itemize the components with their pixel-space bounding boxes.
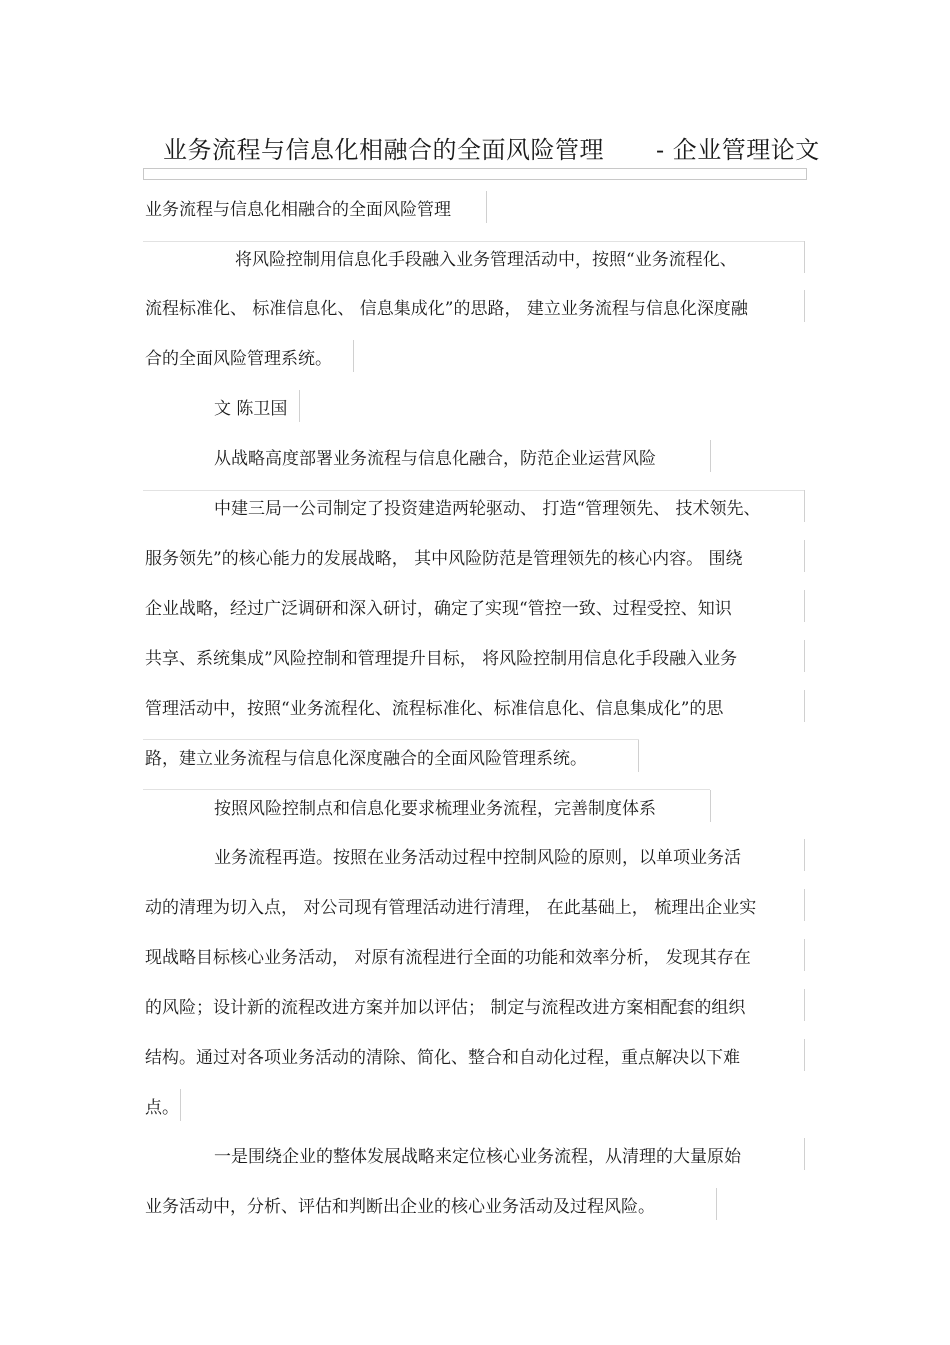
- subtitle: 业务流程与信息化相融合的全面风险管理: [145, 200, 451, 220]
- paragraph-line: 现战略目标核心业务活动， 对原有流程进行全面的功能和效率分析， 发现其存在: [145, 948, 751, 968]
- document-title: [163, 130, 820, 165]
- text-frame-edge: [804, 241, 805, 273]
- paragraph-line: 企业战略，经过广泛调研和深入研讨，确定了实现“管控一致、过程受控、知识: [145, 599, 732, 619]
- author: 文 陈卫国: [214, 399, 288, 419]
- paragraph-line: 点。: [145, 1098, 179, 1118]
- text-frame-edge: [710, 790, 711, 822]
- paragraph-line: 服务领先”的核心能力的发展战略， 其中风险防范是管理领先的核心内容。 围绕: [145, 549, 743, 569]
- paragraph-line: 路，建立业务流程与信息化深度融合的全面风险管理系统。: [145, 749, 587, 769]
- text-frame-edge: [143, 490, 805, 491]
- text-frame-edge: [143, 739, 639, 740]
- text-frame-edge: [804, 1039, 805, 1071]
- text-frame-edge: [638, 740, 639, 772]
- text-frame-edge: [804, 290, 805, 322]
- text-frame-edge: [486, 191, 487, 223]
- text-frame-edge: [180, 1089, 181, 1121]
- paragraph-line: 动的清理为切入点， 对公司现有管理活动进行清理， 在此基础上， 梳理出企业实: [145, 898, 757, 918]
- text-frame-edge: [804, 989, 805, 1021]
- text-frame-edge: [804, 1138, 805, 1170]
- text-frame-edge: [804, 590, 805, 622]
- paragraph-line: 中建三局一公司制定了投资建造两轮驱动、 打造“管理领先、 技术领先、: [214, 499, 761, 519]
- paragraph-line: 管理活动中，按照“业务流程化、流程标准化、标准信息化、信息集成化”的思: [145, 699, 724, 719]
- abstract-line: 合的全面风险管理系统。: [145, 349, 332, 369]
- section-heading: 按照风险控制点和信息化要求梳理业务流程，完善制度体系: [214, 799, 656, 819]
- section-heading: 从战略高度部署业务流程与信息化融合，防范企业运营风险: [214, 449, 656, 469]
- paragraph-line: 共享、系统集成”风险控制和管理提升目标， 将风险控制用信息化手段融入业务: [145, 649, 738, 669]
- paragraph-line: 结构。通过对各项业务活动的清除、简化、整合和自动化过程，重点解决以下难: [145, 1048, 740, 1068]
- text-frame-edge: [716, 1188, 717, 1220]
- text-frame-edge: [804, 690, 805, 722]
- text-frame-edge: [804, 540, 805, 572]
- text-frame-edge: [804, 490, 805, 522]
- title-underline: [143, 168, 807, 180]
- paragraph-line: 业务活动中，分析、评估和判断出企业的核心业务活动及过程风险。: [145, 1197, 655, 1217]
- abstract-line: 将风险控制用信息化手段融入业务管理活动中，按照“业务流程化、: [235, 250, 737, 270]
- text-frame-edge: [804, 839, 805, 871]
- text-frame-edge: [804, 640, 805, 672]
- text-frame-edge: [143, 789, 710, 790]
- title-suffix: - 企业管理论文: [656, 136, 820, 164]
- text-frame-edge: [710, 440, 711, 472]
- paragraph-line: 的风险；设计新的流程改进方案并加以评估； 制定与流程改进方案相配套的组织: [145, 998, 746, 1018]
- text-frame-edge: [804, 939, 805, 971]
- text-frame-edge: [804, 889, 805, 921]
- title-main: 业务流程与信息化相融合的全面风险管理: [163, 136, 604, 164]
- text-frame-edge: [299, 390, 300, 422]
- paragraph-line: 业务流程再造。按照在业务活动过程中控制风险的原则，以单项业务活: [214, 848, 741, 868]
- text-frame-edge: [143, 241, 805, 242]
- text-frame-edge: [353, 340, 354, 372]
- paragraph-line: 一是围绕企业的整体发展战略来定位核心业务流程，从清理的大量原始: [214, 1147, 741, 1167]
- abstract-line: 流程标准化、 标准信息化、 信息集成化”的思路， 建立业务流程与信息化深度融: [145, 299, 748, 319]
